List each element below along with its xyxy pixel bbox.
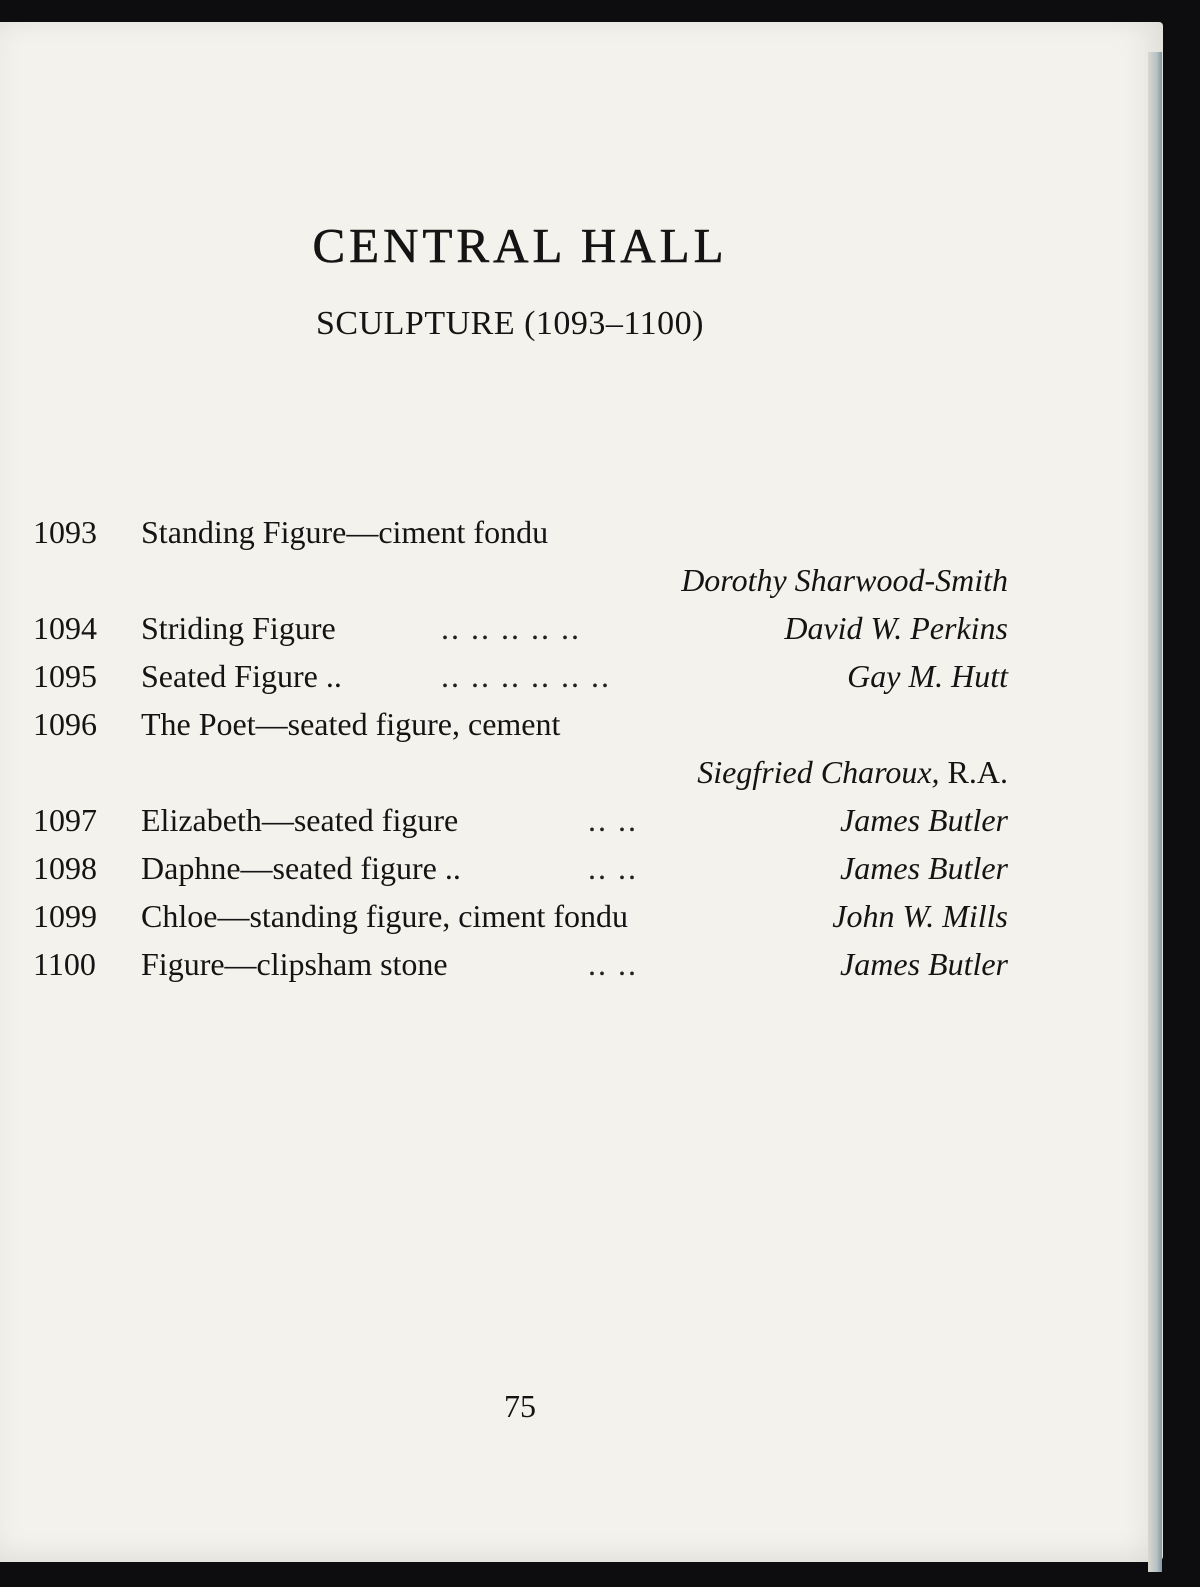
entry-number: 1098: [33, 850, 97, 886]
entry-artist: James Butler: [840, 946, 1008, 982]
entry-artist: David W. Perkins: [784, 610, 1008, 646]
entry-artist: Dorothy Sharwood-Smith: [681, 562, 1008, 598]
page-edge: [1148, 52, 1162, 1572]
entry-title: Standing Figure—ciment fondu: [141, 514, 549, 550]
entry-title: Chloe—standing figure, ciment fondu: [141, 898, 629, 934]
entry-artist: James Butler: [840, 850, 1008, 886]
list-item: [33, 892, 1008, 940]
entry-number: 1099: [33, 898, 97, 934]
entry-artist: James Butler: [840, 802, 1008, 838]
entry-number: 1093: [33, 514, 97, 550]
dot-leader: .. ..: [588, 946, 638, 982]
catalogue-page: [0, 22, 1163, 1562]
list-item: [33, 604, 1008, 652]
entry-number: 1100: [33, 946, 96, 982]
entry-number: 1095: [33, 658, 97, 694]
page-number: 75: [504, 1388, 536, 1424]
section-subtitle: SCULPTURE (1093–1100): [316, 305, 704, 342]
entry-artist: John W. Mills: [832, 898, 1008, 934]
entry-number: 1097: [33, 802, 97, 838]
dot-leader: .. ..: [588, 850, 638, 886]
entry-number: 1096: [33, 706, 97, 742]
entry-title: Elizabeth—seated figure: [141, 802, 459, 838]
page-title: CENTRAL HALL: [312, 218, 728, 273]
entry-title: Daphne—seated figure ..: [141, 850, 461, 886]
entry-title: The Poet—seated figure, cement: [141, 706, 561, 742]
entry-list: [33, 508, 1008, 988]
list-item: [33, 844, 1008, 892]
list-item: [33, 700, 1008, 796]
artist-honours: R.A.: [947, 754, 1008, 790]
list-item: [33, 940, 1008, 988]
entry-artist: [697, 748, 1008, 796]
list-item: [33, 652, 1008, 700]
dot-leader: .. .. .. .. .. ..: [441, 658, 611, 694]
dot-leader: .. ..: [588, 802, 638, 838]
entry-title: Figure—clipsham stone: [141, 946, 448, 982]
entry-title: Seated Figure ..: [141, 658, 342, 694]
list-item: [33, 796, 1008, 844]
entry-title: Striding Figure: [141, 610, 336, 646]
list-item: [33, 508, 1008, 604]
artist-name: Siegfried Charoux,: [697, 754, 940, 790]
entry-number: 1094: [33, 610, 97, 646]
entry-artist: Gay M. Hutt: [847, 658, 1008, 694]
dot-leader: .. .. .. .. ..: [441, 610, 581, 646]
